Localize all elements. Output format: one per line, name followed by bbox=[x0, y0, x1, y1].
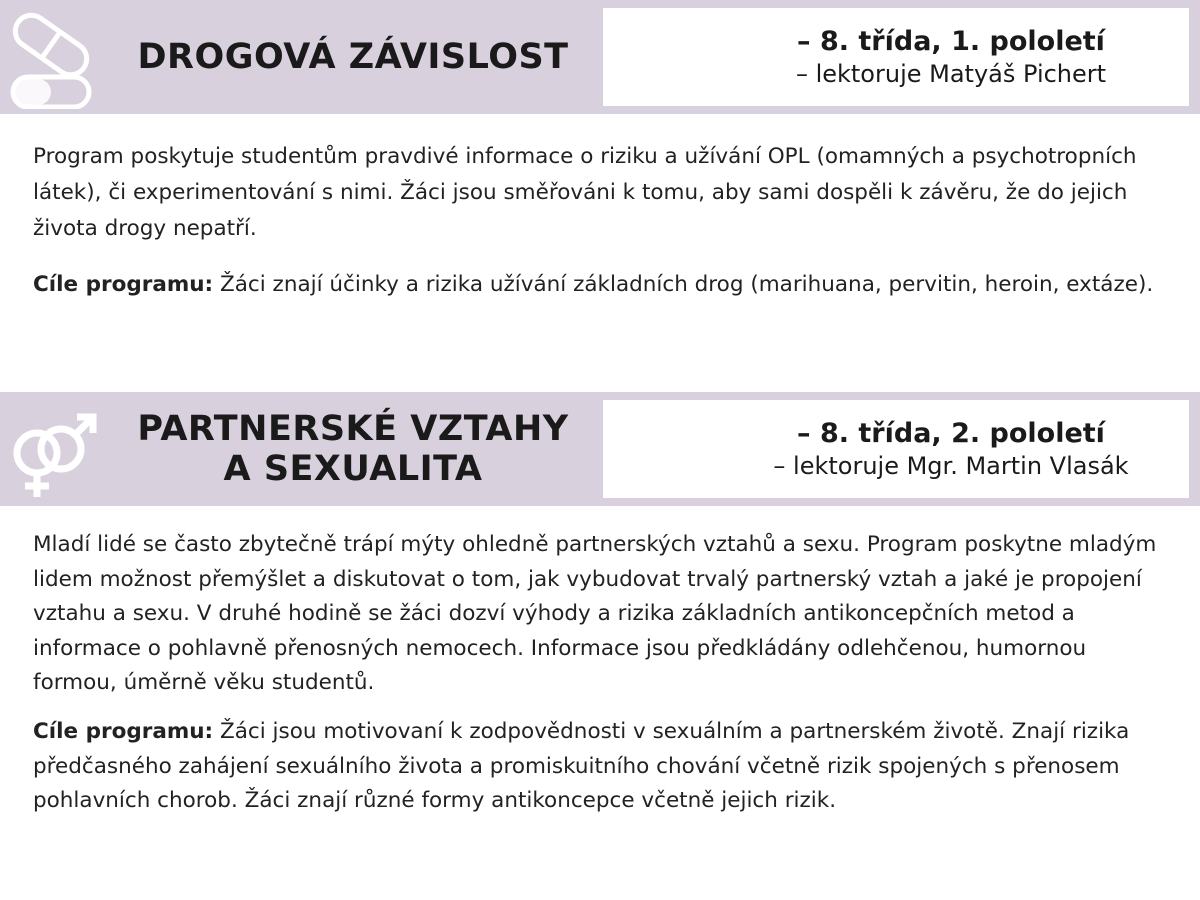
section-2-info-box bbox=[600, 397, 1192, 501]
section-2-title-box bbox=[112, 394, 594, 504]
section-2-icon-box bbox=[0, 394, 110, 504]
section-1-icon-box bbox=[0, 2, 110, 112]
section-1-goals-text: Žáci znají účinky a rizika užívání základních drog (marihuana, pervitin, heroin, extáze). bbox=[213, 272, 1154, 297]
section-1-description-text: Program poskytuje studentům pravdivé informace o riziku a užívání OPL (omamných a psychotropních látek), či experimentování s nimi. Žáci jsou směřováni k tomu, aby sami dospěli k závěru, že do jejich života drogy nepatří. bbox=[33, 144, 1137, 241]
section-2-title-line-1: PARTNERSKÉ VZTAHY bbox=[137, 408, 569, 449]
section-2-goals-text: Žáci jsou motivovaní k zodpovědnosti v sexuálním a partnerském životě. Znají rizika předčasného zahájení sexuálního života a promiskuitního chování včetně rizik spojených s přenosem pohlavních chorob. Žáci znají různé formy antikoncepce včetně jejich rizik. bbox=[33, 719, 1130, 813]
section-1-goals-label: Cíle programu: bbox=[33, 272, 214, 297]
section-1-goals bbox=[33, 267, 1173, 303]
section-2-lector: – lektoruje Mgr. Martin Vlasák bbox=[773, 451, 1129, 480]
section-2-title bbox=[137, 409, 568, 490]
section-2-description bbox=[33, 528, 1173, 701]
section-1-title-box bbox=[112, 2, 594, 112]
section-1-lector: – lektoruje Matyáš Pichert bbox=[795, 59, 1107, 88]
section-2-title-line-2: A SEXUALITA bbox=[223, 449, 483, 489]
section-1-title-line-1: DROGOVÁ ZÁVISLOST bbox=[137, 36, 569, 77]
section-1-title bbox=[137, 37, 568, 77]
pill-icon bbox=[3, 5, 107, 109]
section-2-goals bbox=[33, 715, 1173, 819]
section-2-description-text: Mladí lidé se často zbytečně trápí mýty ohledně partnerských vztahů a sexu. Program poskytne mladým lidem možnost přemýšlet a diskutovat o tom, jak vybudovat trvalý partnerský vztah a jaké je propojení vztahu a sexu. V druhé hodině se žáci dozví výhody a rizika základních antikoncepčních metod a informace o pohlavně přenosných nemocech. Informace jsou předkládány odlehčenou, humornou formou, úměrně věku studentů. bbox=[33, 532, 1157, 695]
section-1-description bbox=[33, 139, 1173, 247]
section-1-grade: – 8. třída, 1. pololetí bbox=[797, 25, 1105, 57]
section-1-info-box bbox=[600, 5, 1192, 109]
gender-symbols-icon bbox=[3, 397, 107, 501]
section-2-goals-label: Cíle programu: bbox=[33, 719, 214, 744]
section-2-grade: – 8. třída, 2. pololetí bbox=[797, 417, 1105, 449]
